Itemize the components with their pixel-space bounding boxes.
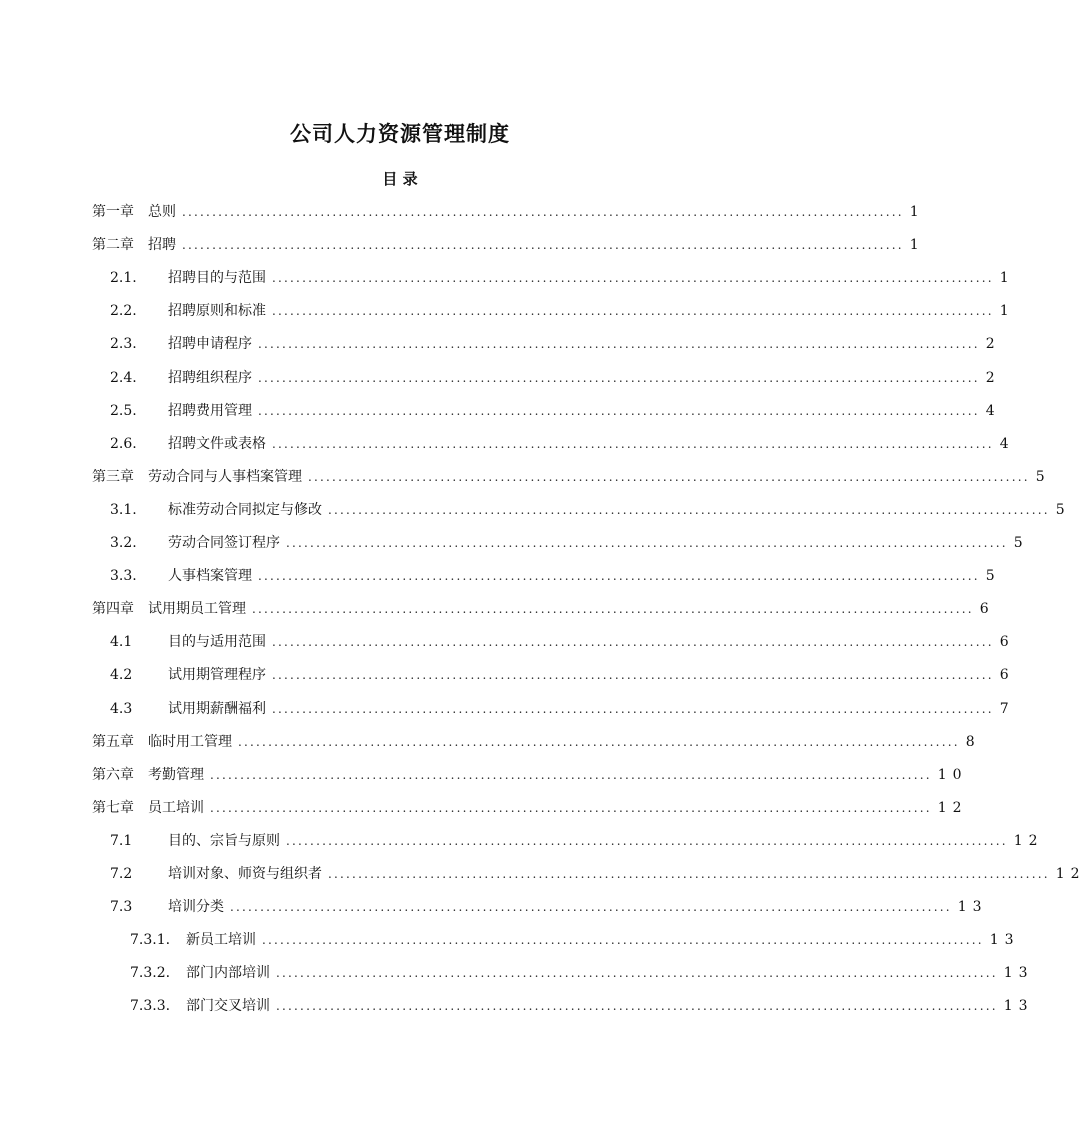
- toc-entry-page-number: 6: [999, 634, 1015, 650]
- toc-leader-dots: ........................................................................................................................: [328, 867, 1050, 881]
- toc-entry-title: 培训分类: [168, 899, 224, 915]
- toc-entry-title: 招聘目的与范围: [168, 270, 266, 286]
- toc-entry-number: 7.3.2.: [130, 965, 171, 981]
- toc-entry-number: 3.3.: [110, 568, 137, 584]
- toc-leader-dots: ........................................................................................................................: [272, 304, 994, 318]
- toc-entry-page-number: 12: [1013, 833, 1044, 849]
- toc-entry-number: 4.3: [110, 701, 133, 717]
- toc-entry[interactable]: [110, 699, 1015, 719]
- toc-entry-number: 4.1: [110, 634, 133, 650]
- toc-entry-title: 招聘: [148, 237, 176, 253]
- toc-leader-dots: ........................................................................................................................: [272, 635, 994, 649]
- toc-entry-number: 2.5.: [110, 403, 137, 419]
- toc-entry-page-number: 5: [1035, 469, 1051, 485]
- toc-leader-dots: ........................................................................................................................: [252, 602, 974, 616]
- toc-leader-dots: ........................................................................................................................: [308, 470, 1030, 484]
- toc-entry-title: 员工培训: [148, 800, 204, 816]
- toc-entry-number: 第五章: [92, 734, 134, 750]
- toc-entry-title: 试用期员工管理: [148, 601, 246, 617]
- toc-leader-dots: ........................................................................................................................: [210, 801, 932, 815]
- toc-entry-page-number: 6: [979, 601, 995, 617]
- toc-entry-page-number: 8: [965, 734, 981, 750]
- document-title: 公司人力资源管理制度: [290, 122, 510, 146]
- toc-entry-number: 7.1: [110, 833, 133, 849]
- toc-entry-title: 人事档案管理: [168, 568, 252, 584]
- toc-entry-page-number: 5: [985, 568, 1001, 584]
- toc-entry-number: 2.6.: [110, 436, 137, 452]
- toc-entry-page-number: 2: [985, 370, 1001, 386]
- toc-entry-title: 新员工培训: [186, 932, 256, 948]
- toc-entry-page-number: 2: [985, 336, 1001, 352]
- toc-entry-title: 招聘原则和标准: [168, 303, 266, 319]
- toc-entry-number: 第三章: [92, 469, 134, 485]
- toc-entry-number: 3.2.: [110, 535, 137, 551]
- toc-entry-page-number: 12: [1055, 866, 1086, 882]
- toc-entry[interactable]: [92, 202, 925, 222]
- toc-entry-number: 第一章: [92, 204, 134, 220]
- toc-entry[interactable]: [110, 533, 1029, 553]
- toc-entry[interactable]: [130, 930, 1020, 950]
- toc-entry-title: 劳动合同与人事档案管理: [148, 469, 302, 485]
- toc-entry[interactable]: [92, 732, 981, 752]
- toc-entry[interactable]: [92, 467, 1051, 487]
- toc-entry[interactable]: [110, 500, 1071, 520]
- toc-leader-dots: ........................................................................................................................: [328, 503, 1050, 517]
- toc-leader-dots: ........................................................................................................................: [258, 337, 980, 351]
- toc-entry-title: 目的、宗旨与原则: [168, 833, 280, 849]
- toc-entry-title: 目的与适用范围: [168, 634, 266, 650]
- toc-entry-page-number: 7: [999, 701, 1015, 717]
- toc-entry[interactable]: [92, 765, 968, 785]
- toc-entry-title: 总则: [148, 204, 176, 220]
- toc-entry-title: 标准劳动合同拟定与修改: [168, 502, 322, 518]
- toc-entry[interactable]: [110, 301, 1015, 321]
- toc-entry-title: 考勤管理: [148, 767, 204, 783]
- toc-entry[interactable]: [130, 996, 1034, 1016]
- toc-entry-page-number: 13: [957, 899, 988, 915]
- toc-entry-title: 部门内部培训: [186, 965, 270, 981]
- toc-entry-number: 2.2.: [110, 303, 137, 319]
- toc-entry[interactable]: [110, 897, 988, 917]
- toc-entry-page-number: 6: [999, 667, 1015, 683]
- toc-entry[interactable]: [110, 665, 1015, 685]
- toc-entry-page-number: 1: [909, 204, 925, 220]
- toc-entry-page-number: 4: [985, 403, 1001, 419]
- toc-entry[interactable]: [110, 632, 1015, 652]
- toc-entry-number: 4.2: [110, 667, 133, 683]
- toc-leader-dots: ........................................................................................................................: [286, 536, 1008, 550]
- toc-entry[interactable]: [110, 268, 1015, 288]
- toc-entry[interactable]: [110, 864, 1086, 884]
- toc-entry[interactable]: [110, 434, 1015, 454]
- toc-leader-dots: ........................................................................................................................: [238, 735, 960, 749]
- toc-entry[interactable]: [110, 368, 1001, 388]
- toc-leader-dots: ........................................................................................................................: [258, 569, 980, 583]
- toc-entry[interactable]: [110, 401, 1001, 421]
- toc-leader-dots: ........................................................................................................................: [258, 371, 980, 385]
- toc-entry-title: 招聘费用管理: [168, 403, 252, 419]
- toc-leader-dots: ........................................................................................................................: [286, 834, 1008, 848]
- toc-leader-dots: ........................................................................................................................: [182, 205, 904, 219]
- toc-entry-page-number: 13: [1003, 965, 1034, 981]
- toc-entry-number: 2.1.: [110, 270, 137, 286]
- toc-leader-dots: ........................................................................................................................: [182, 238, 904, 252]
- toc-leader-dots: ........................................................................................................................: [276, 999, 998, 1013]
- toc-entry-number: 7.3: [110, 899, 133, 915]
- toc-leader-dots: ........................................................................................................................: [272, 437, 994, 451]
- toc-entry-number: 2.3.: [110, 336, 137, 352]
- toc-entry-title: 招聘文件或表格: [168, 436, 266, 452]
- toc-entry-title: 部门交叉培训: [186, 998, 270, 1014]
- toc-leader-dots: ........................................................................................................................: [258, 404, 980, 418]
- toc-entry-page-number: 5: [1013, 535, 1029, 551]
- toc-entry-page-number: 13: [1003, 998, 1034, 1014]
- toc-entry-page-number: 1: [909, 237, 925, 253]
- toc-entry-page-number: 1: [999, 303, 1015, 319]
- toc-leader-dots: ........................................................................................................................: [276, 966, 998, 980]
- toc-entry-number: 3.1.: [110, 502, 137, 518]
- toc-entry-title: 招聘申请程序: [168, 336, 252, 352]
- toc-entry-number: 7.3.1.: [130, 932, 171, 948]
- toc-entry[interactable]: [110, 566, 1001, 586]
- toc-entry[interactable]: [110, 334, 1001, 354]
- toc-entry-number: 第七章: [92, 800, 134, 816]
- toc-entry-number: 第六章: [92, 767, 134, 783]
- toc-entry-title: 招聘组织程序: [168, 370, 252, 386]
- toc-leader-dots: ........................................................................................................................: [230, 900, 952, 914]
- toc-entry[interactable]: [92, 235, 925, 255]
- toc-entry-number: 第四章: [92, 601, 134, 617]
- toc-entry-page-number: 4: [999, 436, 1015, 452]
- toc-entry-number: 2.4.: [110, 370, 137, 386]
- toc-entry[interactable]: [110, 831, 1044, 851]
- toc-entry-page-number: 5: [1055, 502, 1071, 518]
- toc-entry-number: 7.3.3.: [130, 998, 171, 1014]
- toc-entry-page-number: 1: [999, 270, 1015, 286]
- toc-leader-dots: ........................................................................................................................: [272, 702, 994, 716]
- toc-entry-title: 培训对象、师资与组织者: [168, 866, 322, 882]
- toc-entry-page-number: 13: [989, 932, 1020, 948]
- toc-entry-title: 试用期管理程序: [168, 667, 266, 683]
- toc-entry[interactable]: [130, 963, 1034, 983]
- toc-entry-number: 第二章: [92, 237, 134, 253]
- toc-leader-dots: ........................................................................................................................: [210, 768, 932, 782]
- toc-entry-title: 劳动合同签订程序: [168, 535, 280, 551]
- toc-entry-title: 试用期薪酬福利: [168, 701, 266, 717]
- toc-entry[interactable]: [92, 599, 995, 619]
- toc-entry-title: 临时用工管理: [148, 734, 232, 750]
- toc-leader-dots: ........................................................................................................................: [262, 933, 984, 947]
- toc-entry-page-number: 10: [937, 767, 968, 783]
- toc-entry-number: 7.2: [110, 866, 133, 882]
- toc-heading: 目 录: [382, 170, 418, 188]
- toc-entry-page-number: 12: [937, 800, 968, 816]
- toc-leader-dots: ........................................................................................................................: [272, 668, 994, 682]
- toc-entry[interactable]: [92, 798, 968, 818]
- toc-leader-dots: ........................................................................................................................: [272, 271, 994, 285]
